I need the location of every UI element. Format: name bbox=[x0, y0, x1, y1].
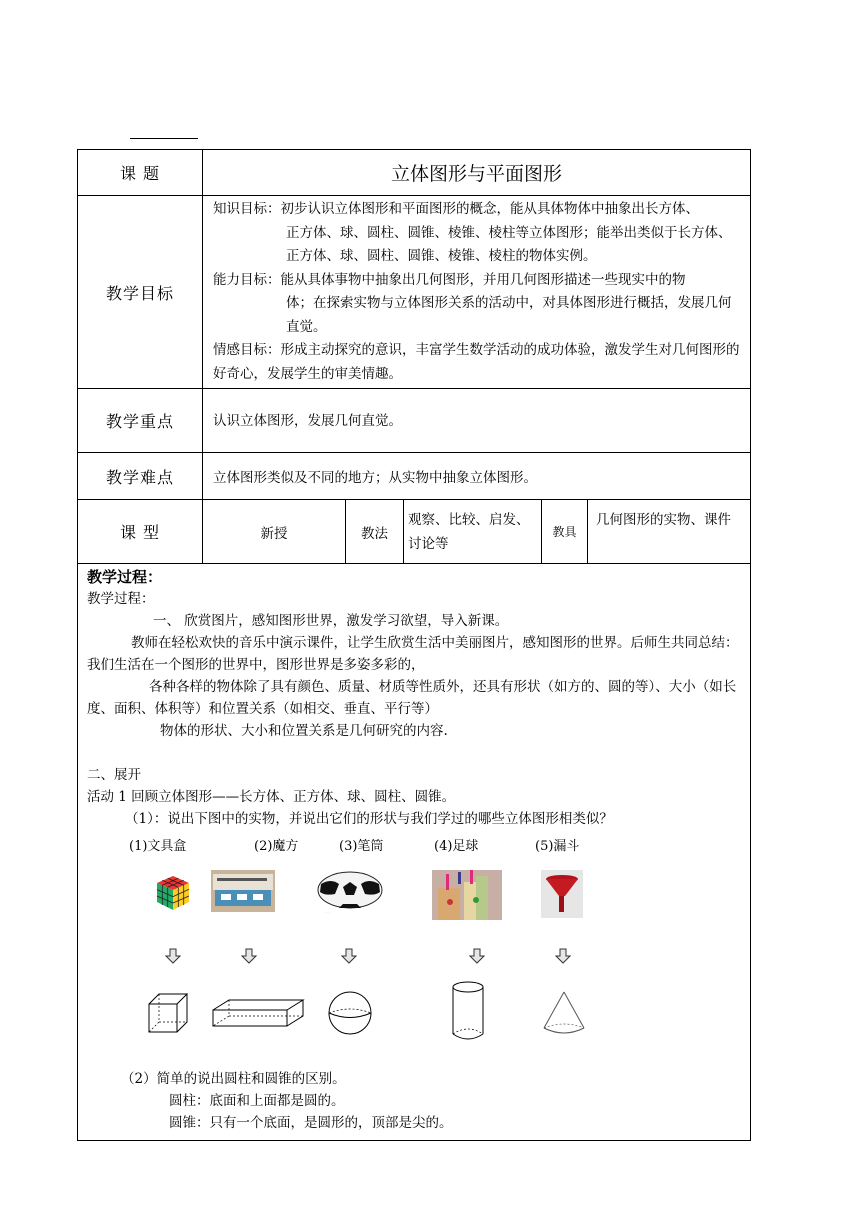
key-value: 认识立体图形，发展几何直觉。 bbox=[203, 389, 751, 453]
process-content bbox=[78, 564, 751, 1141]
topic-row bbox=[78, 150, 751, 196]
emotion-goal: 情感目标：形成主动探究的意识，丰富学生数学活动的成功体验，激发学生对几何图形的好奇心，发展学生的审美情趣。 bbox=[213, 342, 740, 382]
svg-text:·····: ····· bbox=[325, 910, 330, 914]
figure-label-2: (2)魔方 bbox=[254, 839, 299, 854]
down-arrow-icon bbox=[165, 948, 181, 964]
down-arrow-icon bbox=[469, 948, 485, 964]
lesson-title: 立体图形与平面图形 bbox=[203, 150, 751, 196]
pen-holder-photo bbox=[432, 870, 502, 920]
cube-shape bbox=[147, 992, 191, 1034]
lesson-plan-table bbox=[77, 149, 751, 1141]
header-rule bbox=[130, 138, 198, 139]
cone-description: 圆锥：只有一个底面，是圆形的，顶部是尖的。 bbox=[169, 1115, 453, 1131]
section1-paragraph2: 各种各样的物体除了具有颜色、质量、材质等性质外，还具有形状（如方的、圆的等）、大小（如长度、面积、体积等）和位置关系（如相交、垂直、平行等） bbox=[87, 679, 737, 717]
soccer-ball-photo bbox=[317, 870, 383, 914]
cuboid-shape bbox=[211, 998, 305, 1028]
tools-value: 几何图形的实物、课件 bbox=[588, 500, 751, 564]
section1-title: 一、 欣赏图片，感知图形世界，激发学习欲望，导入新课。 bbox=[153, 613, 509, 629]
difficulty-row bbox=[78, 453, 751, 500]
figure-area bbox=[87, 830, 742, 1068]
rubiks-cube-photo bbox=[155, 874, 191, 912]
question1: （1）：说出下图中的实物，并说出它们的形状与我们学过的哪些立体图形相类似？ bbox=[125, 811, 613, 827]
figure-label-4: (4)足球 bbox=[434, 839, 479, 854]
key-row bbox=[78, 389, 751, 453]
goals-label: 教学目标 bbox=[78, 196, 203, 389]
difficulty-label: 教学难点 bbox=[78, 453, 203, 500]
process-heading: 教学过程： bbox=[87, 568, 163, 586]
type-label: 课 型 bbox=[78, 500, 203, 564]
down-arrow-icon bbox=[555, 948, 571, 964]
figure-label-5: (5)漏斗 bbox=[535, 839, 580, 854]
topic-label: 课 题 bbox=[78, 150, 203, 196]
type-row bbox=[78, 500, 751, 564]
cone-shape bbox=[542, 990, 586, 1036]
figure-label-3: (3)笔筒 bbox=[339, 839, 384, 854]
knowledge-goal-rest: 正方体、球、圆柱、圆锥、棱锥、棱柱等立体图形；能举出类似于长方体、正方体、球、圆柱、圆锥、棱锥、棱柱的物体实例。 bbox=[286, 224, 732, 264]
difficulty-value: 立体图形类似及不同的地方；从实物中抽象立体图形。 bbox=[203, 453, 751, 500]
figure-label-1: (1)文具盒 bbox=[129, 839, 187, 854]
tools-label: 教具 bbox=[542, 500, 588, 564]
ability-goal-head: 能力目标：能从具体事物中抽象出几何图形，并用几何图形描述一些现实中的物 bbox=[213, 271, 686, 288]
cylinder-description: 圆柱：底面和上面都是圆的。 bbox=[169, 1093, 345, 1109]
section1-paragraph3: 物体的形状、大小和位置关系是几何研究的内容. bbox=[160, 723, 448, 739]
key-label: 教学重点 bbox=[78, 389, 203, 453]
cylinder-shape bbox=[451, 980, 485, 1042]
method-value: 观察、比较、启发、讨论等 bbox=[404, 500, 542, 564]
knowledge-goal-head: 知识目标：初步认识立体图形和平面图形的概念，能从具体物体中抽象出长方体、 bbox=[213, 201, 699, 217]
method-label: 教法 bbox=[346, 500, 404, 564]
sphere-shape bbox=[327, 990, 373, 1036]
pencil-box-photo bbox=[211, 870, 275, 912]
section1-paragraph1: 教师在轻松欢快的音乐中演示课件，让学生欣赏生活中美丽图片，感知图形的世界。后师生共同总结：我们生活在一个图形的世界中，图形世界是多姿多彩的， bbox=[87, 635, 739, 673]
type-value: 新授 bbox=[203, 500, 346, 564]
down-arrow-icon bbox=[341, 948, 357, 964]
activity1: 活动 1 回顾立体图形——长方体、正方体、球、圆柱、圆锥。 bbox=[87, 789, 456, 805]
spacer bbox=[87, 742, 742, 764]
funnel-photo bbox=[541, 870, 583, 918]
ability-goal-rest: 体；在探索实物与立体图形关系的活动中，对具体图形进行概括，发展几何直觉。 bbox=[286, 295, 732, 335]
down-arrow-icon bbox=[241, 948, 257, 964]
section2-title: 二、展开 bbox=[87, 767, 141, 783]
question2: （2）简单的说出圆柱和圆锥的区别。 bbox=[121, 1071, 346, 1087]
process-subheading: 教学过程： bbox=[87, 591, 155, 607]
goals-content bbox=[203, 196, 751, 389]
process-row bbox=[78, 564, 751, 1141]
goals-row bbox=[78, 196, 751, 389]
